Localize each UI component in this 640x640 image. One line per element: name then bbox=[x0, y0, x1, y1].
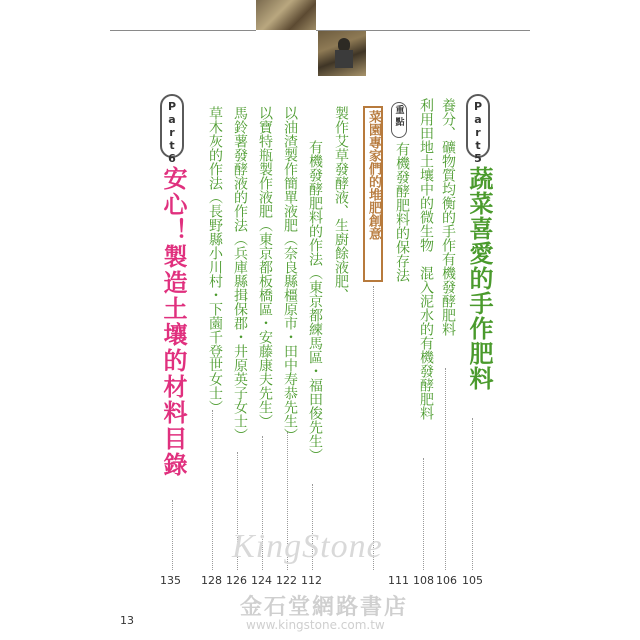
leader-105 bbox=[472, 418, 473, 570]
key-point-item: 有機發酵肥料的保存法 bbox=[394, 142, 410, 282]
page-number: 105 bbox=[462, 574, 483, 587]
part5-title: 蔬菜喜愛的手作肥料 bbox=[465, 166, 493, 391]
folio: 13 bbox=[120, 614, 134, 627]
header-rule-right bbox=[316, 30, 530, 31]
expert-item-5: 馬鈴薯發酵液的作法（兵庫縣揖保郡・井原英子女士） bbox=[232, 106, 248, 442]
part5-badge: Part5 bbox=[466, 94, 490, 158]
leader-128 bbox=[212, 410, 213, 570]
watermark-name: 金石堂網路書店 bbox=[240, 595, 409, 620]
page-number: 111 bbox=[388, 574, 409, 587]
expert-box-label: 菜園專家們的堆肥創意 bbox=[366, 110, 381, 240]
expert-item-3: 以油渣製作簡單液肥（奈良縣橿原市・田中寿恭先生） bbox=[282, 106, 298, 442]
page-number: 122 bbox=[276, 574, 297, 587]
page-number: 106 bbox=[436, 574, 457, 587]
part6-title: 安心！製造土壤的材料目錄 bbox=[159, 166, 187, 478]
leader-108 bbox=[423, 458, 424, 570]
key-point-badge: 重點 bbox=[391, 102, 407, 138]
header-rule bbox=[110, 30, 256, 31]
leader-106 bbox=[445, 368, 446, 570]
expert-item-2: 有機發酵肥料的作法（東京都練馬區・福田俊先生） bbox=[307, 140, 323, 462]
leader-135 bbox=[172, 500, 173, 570]
photo-gardener bbox=[318, 30, 366, 76]
expert-item-1: 製作艾草發酵液、生廚餘液肥、 bbox=[333, 106, 349, 302]
page-number: 108 bbox=[413, 574, 434, 587]
expert-item-6: 草木灰的作法（長野縣小川村・下薗千登世女士） bbox=[207, 106, 223, 414]
watermark-url: www.kingstone.com.tw bbox=[246, 618, 385, 632]
page-number: 124 bbox=[251, 574, 272, 587]
photo-compost bbox=[256, 0, 316, 30]
page-number: 135 bbox=[160, 574, 181, 587]
part5-item-2: 利用田地土壤中的微生物 混入泥水的有機發酵肥料 bbox=[418, 98, 434, 420]
page-number: 126 bbox=[226, 574, 247, 587]
part6-badge: Part6 bbox=[160, 94, 184, 158]
page-number: 128 bbox=[201, 574, 222, 587]
expert-item-4: 以寶特瓶製作液肥（東京都板橋區・安藤康夫先生） bbox=[257, 106, 273, 428]
page-number: 112 bbox=[301, 574, 322, 587]
part5-item-1: 養分、礦物質均衡的手作有機發酵肥料 bbox=[440, 98, 456, 336]
watermark-brand: KingStone bbox=[232, 528, 383, 565]
